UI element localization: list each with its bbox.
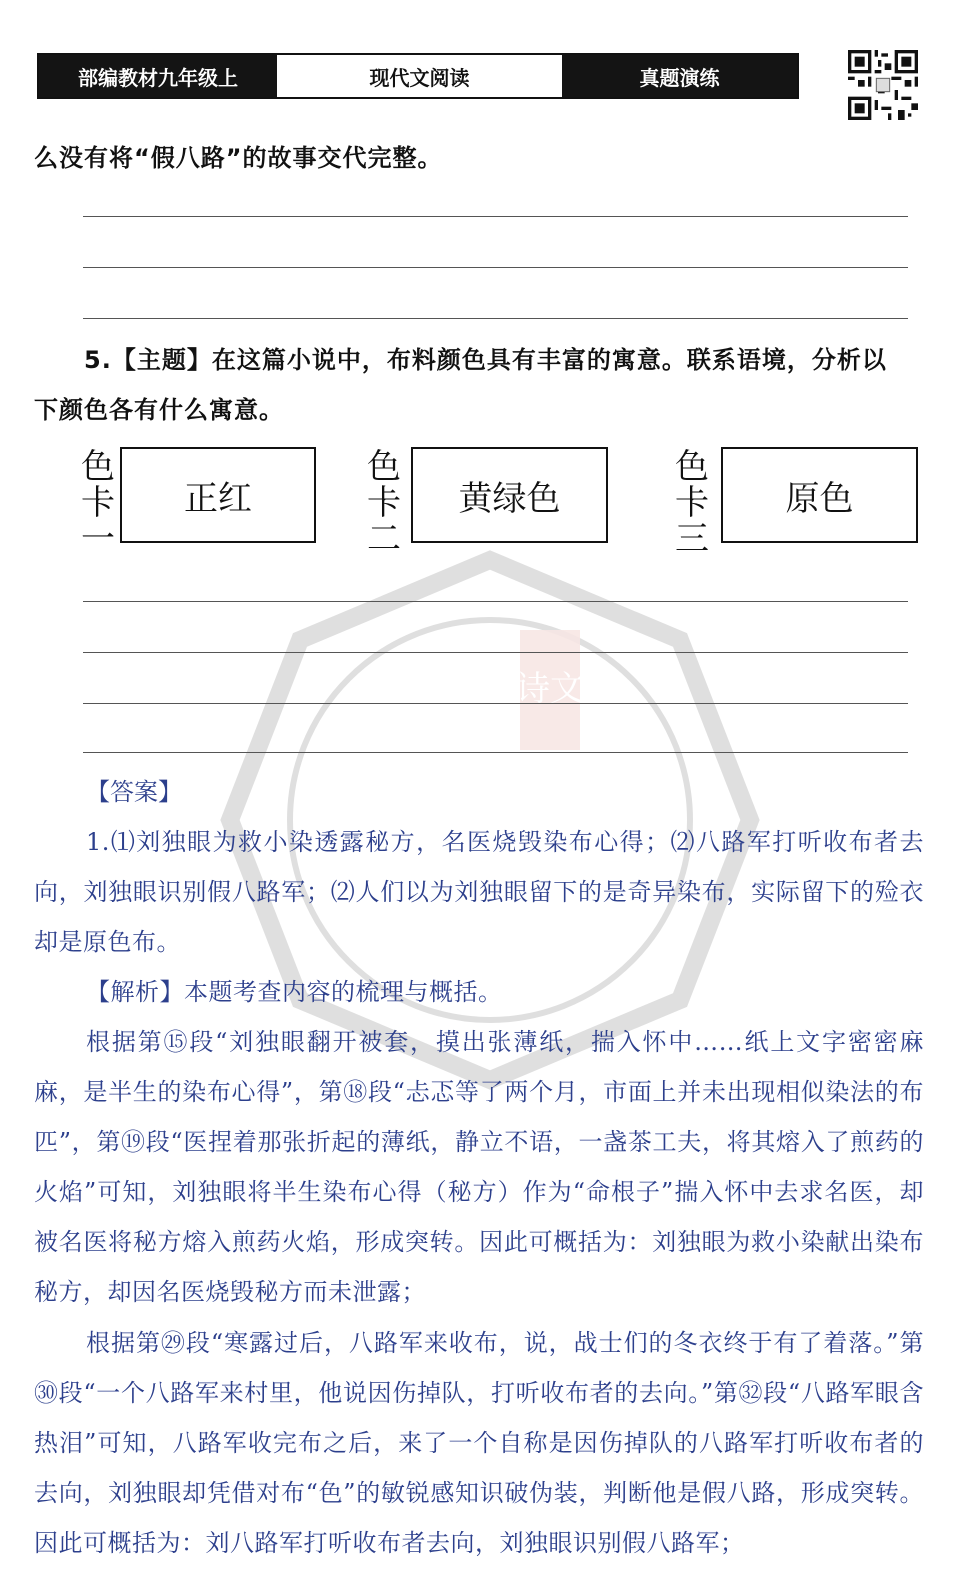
question-tail-text: 么没有将“假八路”的故事交代完整。 <box>34 144 443 172</box>
answer-title: 【答案】 <box>86 778 182 806</box>
answer-line <box>83 318 908 319</box>
analysis-paragraph-2: 根据第㉙段“寒露过后，八路军来收布，说，战士们的冬衣终于有了着落。”第㉚段“一个八路军来村里，他说因伤掉队，打听收布者的去向。”第㉜段“八路军眼含热泪”可知，八路军收完布之后，来了一个自称是因伤掉队的八路军打听收布者的去向，刘独眼却凭借对布“色”的敏锐感知识破伪装，判断他是假八路，形成突转。因此可概括为：刘八路军打听收布者去向，刘独眼识别假八路军； <box>34 1329 924 1557</box>
qr-code-icon <box>848 50 918 120</box>
header-bar <box>37 53 799 99</box>
header-section: 真题演练 <box>562 55 797 97</box>
color-card-2: 黄绿色 <box>411 447 608 543</box>
analysis-paragraph-1: 根据第⑮段“刘独眼翻开被套，摸出张薄纸，揣入怀中……纸上文字密密麻麻，是半生的染布心得”，第⑱段“忐忑等了两个月，市面上并未出现相似染法的布匹”，第⑲段“医捏着那张折起的薄纸，静立不语，一盏茶工夫，将其熔入了煎药的火焰”可知，刘独眼将半生染布心得（秘方）作为“命根子”揣入怀中去求名医，却被名医将秘方熔入煎药火焰，形成突转。因此可概括为：刘独眼为救小染献出染布秘方，却因名医烧毁秘方而未泄露； <box>34 1028 924 1306</box>
answer-paragraph-1: 1.⑴刘独眼为救小染透露秘方，名医烧毁染布心得；⑵八路军打听收布者去向，刘独眼识别假八路军；⑵人们以为刘独眼留下的是奇异染布，实际留下的殓衣却是原色布。 <box>34 828 924 956</box>
answer-line <box>83 267 908 268</box>
question-5-line1: 5.【主题】在这篇小说中，布料颜色具有丰富的寓意。联系语境，分析以 <box>84 346 887 374</box>
color-card-1-label: 色 卡 一 <box>81 447 115 559</box>
color-card-2-label: 色 卡 二 <box>367 447 401 559</box>
answer-line <box>83 703 908 704</box>
header-grade: 部编教材九年级上 <box>39 55 277 97</box>
color-card-1: 正红 <box>120 447 316 543</box>
answer-line <box>83 752 908 753</box>
color-card-3: 原色 <box>721 447 918 543</box>
question-5-line2: 下颜色各有什么寓意。 <box>34 396 284 424</box>
header-subject: 现代文阅读 <box>277 55 562 97</box>
color-card-3-label: 色 卡 三 <box>675 447 709 559</box>
answer-line <box>83 601 908 602</box>
analysis-heading: 【解析】本题考查内容的梳理与概括。 <box>86 978 503 1006</box>
answer-line <box>83 652 908 653</box>
watermark-seal: 诗文 <box>516 669 584 709</box>
answer-line <box>83 216 908 217</box>
